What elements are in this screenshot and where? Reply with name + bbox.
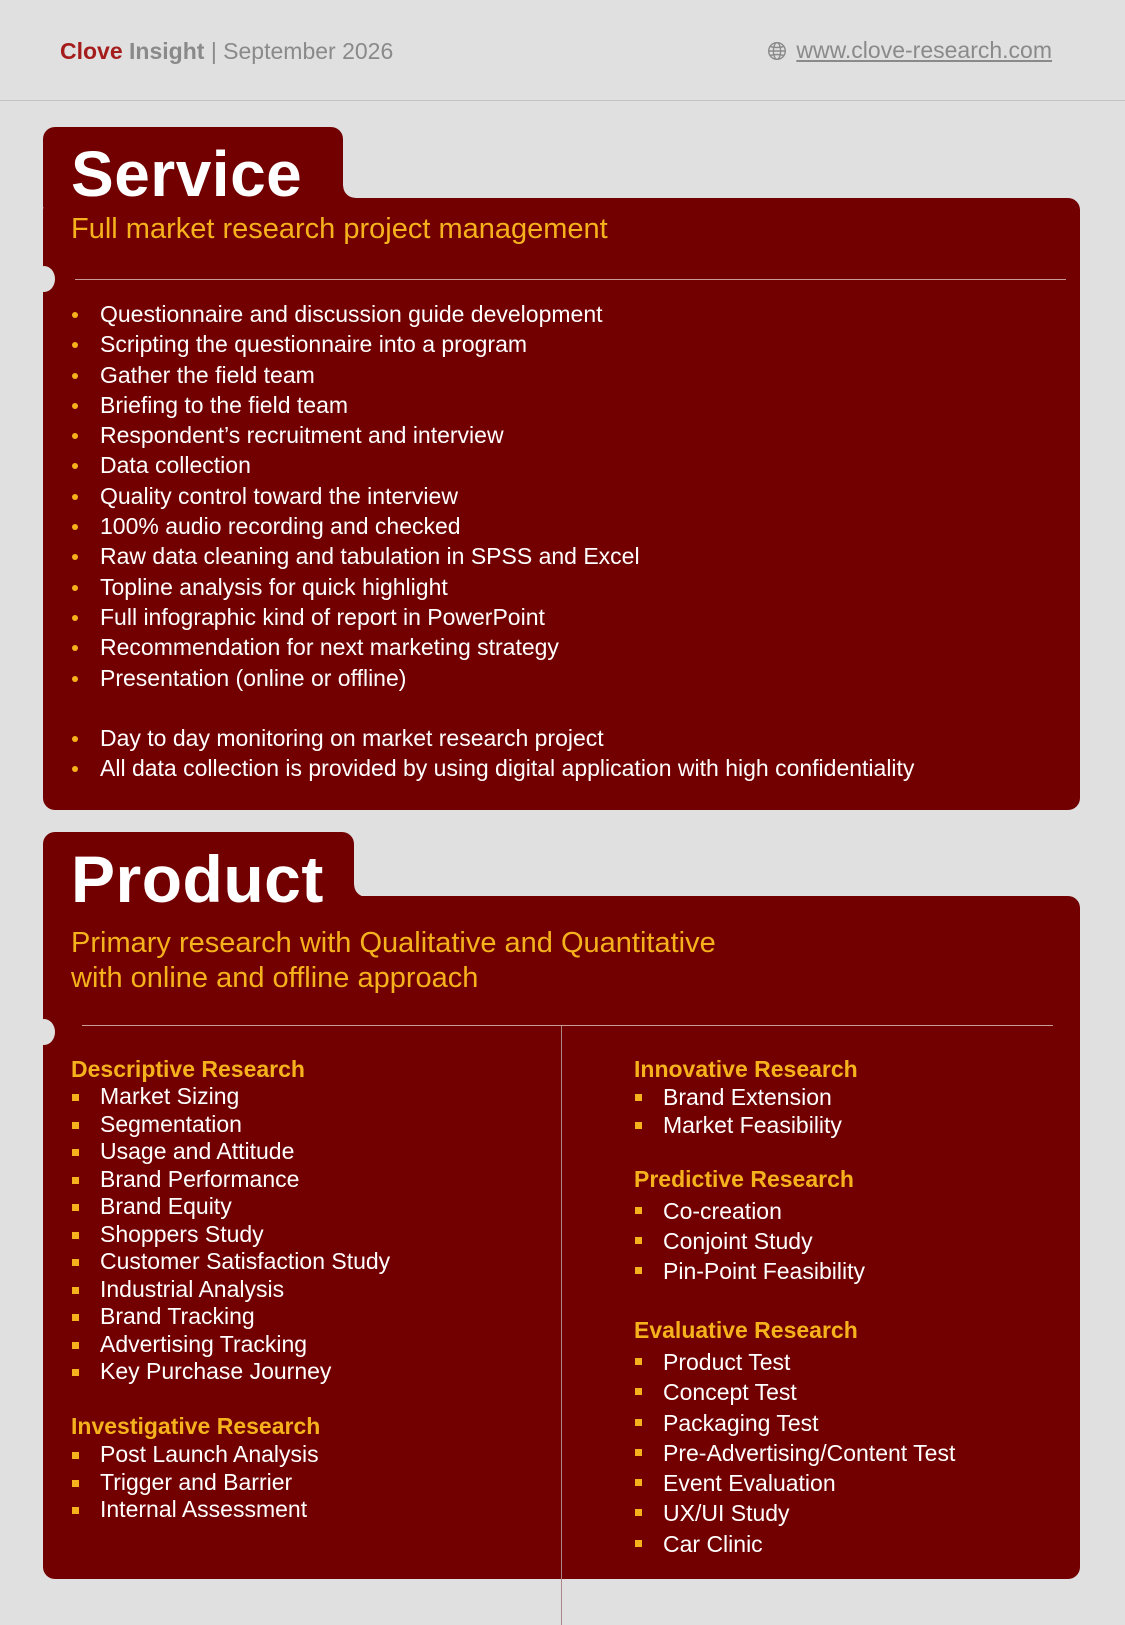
list-item: UX/UI Study xyxy=(634,1498,955,1528)
innovative-research-list xyxy=(634,1083,842,1139)
list-item: Key Purchase Journey xyxy=(71,1358,390,1386)
list-item: Questionnaire and discussion guide development xyxy=(71,299,640,329)
list-item: Brand Tracking xyxy=(71,1303,390,1331)
list-item: All data collection is provided by using digital application with high confidentiality xyxy=(71,753,914,783)
list-item: Advertising Tracking xyxy=(71,1331,390,1359)
website-link[interactable] xyxy=(767,37,1052,64)
service-divider xyxy=(75,279,1066,280)
list-item: Full infographic kind of report in PowerPoint xyxy=(71,602,640,632)
product-title: Product xyxy=(71,842,324,916)
list-item: Recommendation for next marketing strategy xyxy=(71,632,640,662)
list-item: Market Sizing xyxy=(71,1083,390,1111)
list-item: Product Test xyxy=(634,1347,955,1377)
list-item: Respondent’s recruitment and interview xyxy=(71,420,640,450)
list-item: Usage and Attitude xyxy=(71,1138,390,1166)
list-item: Pre-Advertising/Content Test xyxy=(634,1438,955,1468)
predictive-research-list xyxy=(634,1196,865,1286)
investigative-research-list xyxy=(71,1441,319,1524)
list-item: Quality control toward the interview xyxy=(71,481,640,511)
list-item: Co-creation xyxy=(634,1196,865,1226)
globe-icon xyxy=(767,41,787,61)
list-item: Customer Satisfaction Study xyxy=(71,1248,390,1276)
descriptive-research-title: Descriptive Research xyxy=(71,1056,305,1082)
predictive-research-title: Predictive Research xyxy=(634,1166,854,1192)
column-divider xyxy=(561,1026,562,1625)
brand-name-insight: Insight xyxy=(129,38,205,64)
list-item: Concept Test xyxy=(634,1377,955,1407)
product-subtitle-line2: with online and offline approach xyxy=(71,962,479,994)
list-item: Data collection xyxy=(71,450,640,480)
service-list xyxy=(71,299,640,693)
list-item: Car Clinic xyxy=(634,1529,955,1559)
evaluative-research-title: Evaluative Research xyxy=(634,1317,858,1343)
investigative-research-title: Investigative Research xyxy=(71,1413,321,1439)
list-item: Internal Assessment xyxy=(71,1496,319,1524)
list-item: Raw data cleaning and tabulation in SPSS and Excel xyxy=(71,541,640,571)
innovative-research-title: Innovative Research xyxy=(634,1056,858,1082)
list-item: Event Evaluation xyxy=(634,1468,955,1498)
list-item: Industrial Analysis xyxy=(71,1276,390,1304)
list-item: Day to day monitoring on market research project xyxy=(71,723,914,753)
product-divider xyxy=(82,1025,1053,1026)
list-item: Conjoint Study xyxy=(634,1226,865,1256)
evaluative-research-list xyxy=(634,1347,955,1559)
service-subtitle: Full market research project management xyxy=(71,213,608,245)
service-title: Service xyxy=(71,138,303,210)
brand-name-clove: Clove xyxy=(60,38,123,64)
list-item: Presentation (online or offline) xyxy=(71,663,640,693)
list-item: Brand Equity xyxy=(71,1193,390,1221)
list-item: Scripting the questionnaire into a program xyxy=(71,329,640,359)
list-item: Segmentation xyxy=(71,1111,390,1139)
list-item: Gather the field team xyxy=(71,360,640,390)
list-item: Market Feasibility xyxy=(634,1111,842,1139)
list-item: Pin-Point Feasibility xyxy=(634,1256,865,1286)
list-item: Trigger and Barrier xyxy=(71,1469,319,1497)
list-item: Post Launch Analysis xyxy=(71,1441,319,1469)
brand-line xyxy=(60,38,393,65)
website-url[interactable]: www.clove-research.com xyxy=(796,37,1052,63)
page-header xyxy=(0,0,1125,101)
service-extra-list xyxy=(71,723,914,784)
list-item: Packaging Test xyxy=(634,1408,955,1438)
list-item: Shoppers Study xyxy=(71,1221,390,1249)
list-item: Brand Performance xyxy=(71,1166,390,1194)
issue-date: | September 2026 xyxy=(210,38,394,64)
descriptive-research-list xyxy=(71,1083,390,1386)
list-item: Topline analysis for quick highlight xyxy=(71,572,640,602)
list-item: 100% audio recording and checked xyxy=(71,511,640,541)
product-subtitle-line1: Primary research with Qualitative and Quantitative xyxy=(71,927,716,959)
list-item: Brand Extension xyxy=(634,1083,842,1111)
list-item: Briefing to the field team xyxy=(71,390,640,420)
